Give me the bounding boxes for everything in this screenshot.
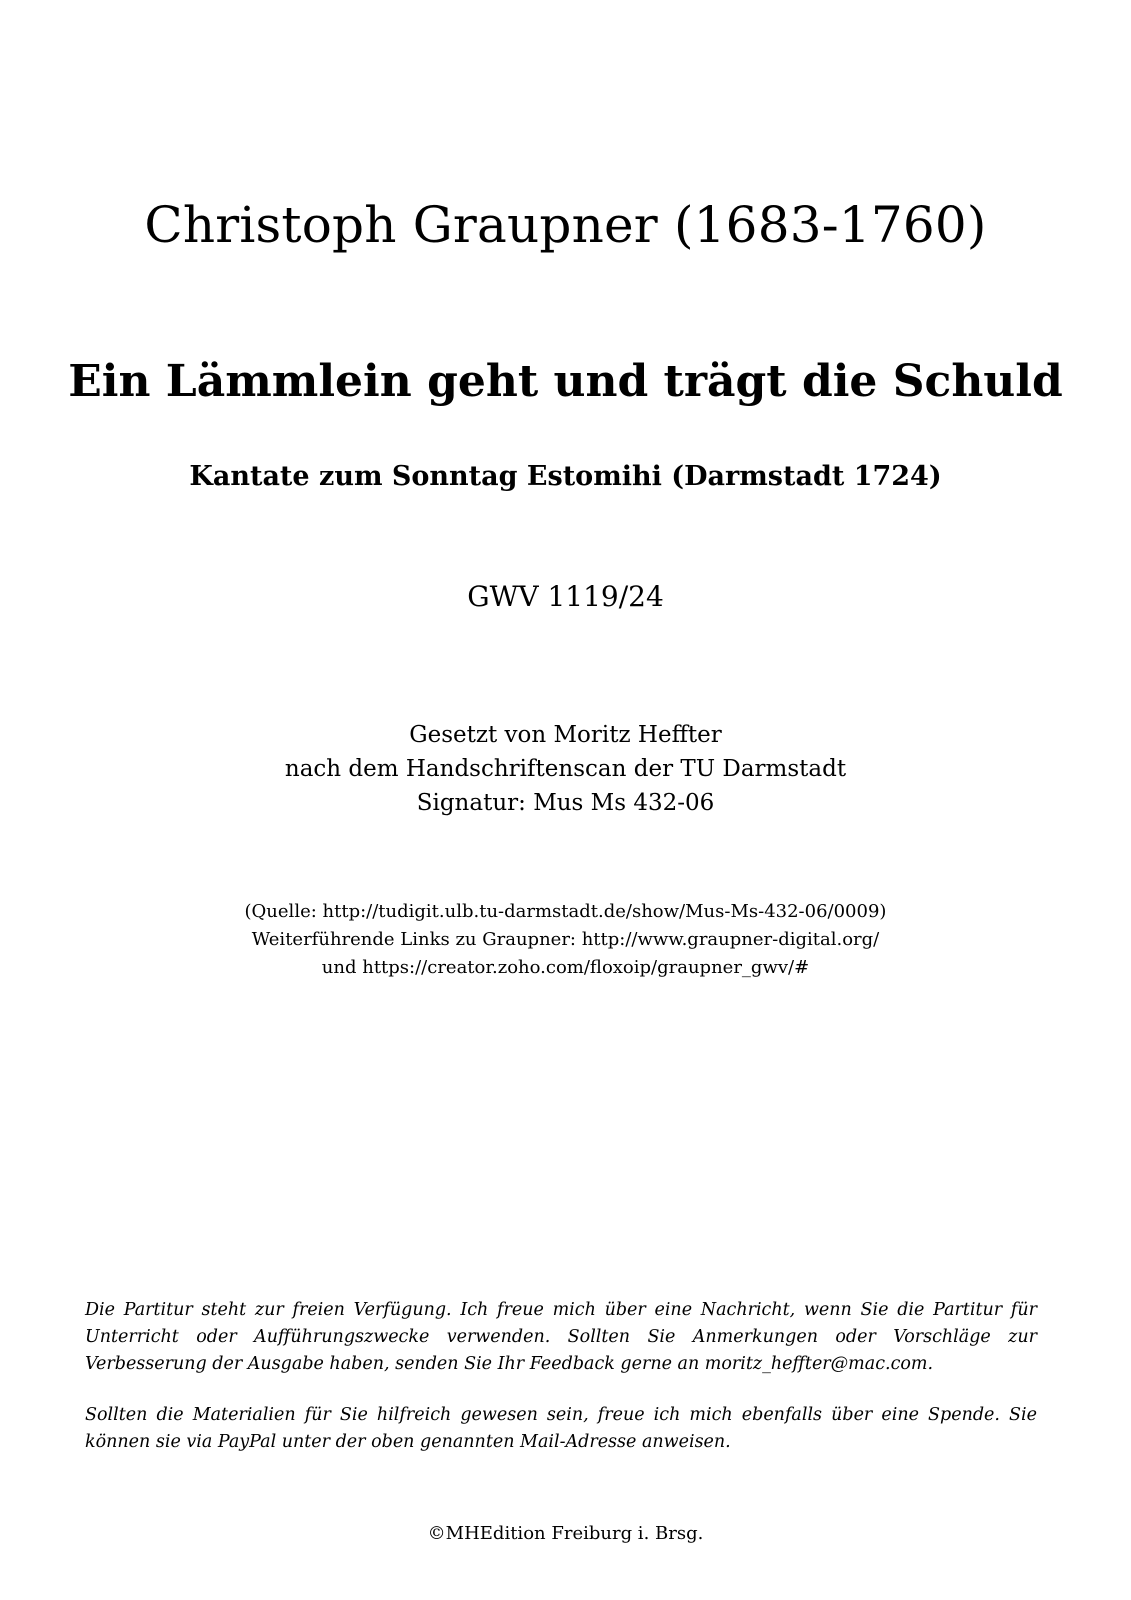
source-links	[0, 898, 1131, 982]
catalog-number: GWV 1119/24	[467, 580, 664, 613]
edition-credits	[0, 718, 1131, 820]
usage-notice: Die Partitur steht zur freien Verfügung. Ich freue mich über eine Nachricht, wenn Sie die Partitur für Unterricht oder Aufführungszwecke verwenden. Sollten Sie Anmerkungen oder Vorschläge zur Verbesserung der Ausgabe haben, senden Sie Ihr Feedback gerne an moritz_heffter@mac.com.	[85, 1300, 1037, 1374]
work-subtitle: Kantate zum Sonntag Estomihi (Darmstadt 1724)	[189, 461, 942, 492]
composer-name: Christoph Graupner (1683-1760)	[144, 196, 987, 254]
credits-line-editor: Gesetzt von Moritz Heffter	[409, 722, 722, 748]
credits-line-source-scan: nach dem Handschriftenscan der TU Darmstadt	[284, 756, 847, 782]
copyright-line: ©MHEdition Freiburg i. Brsg.	[427, 1523, 704, 1544]
source-link-graupner-digital[interactable]: Weiterführende Links zu Graupner: http://www.graupner-digital.org/	[251, 929, 880, 950]
donation-notice: Sollten die Materialien für Sie hilfreich gewesen sein, freue ich mich ebenfalls über eine Spende. Sie können sie via PayPal unter der oben genannten Mail-Adresse anweisen.	[85, 1405, 1037, 1452]
source-link-scan[interactable]: (Quelle: http://tudigit.ulb.tu-darmstadt.de/show/Mus-Ms-432-06/0009)	[244, 901, 887, 922]
credits-line-shelfmark: Signatur: Mus Ms 432-06	[416, 790, 715, 816]
source-link-gwv-database[interactable]: und https://creator.zoho.com/floxoip/graupner_gwv/#	[321, 957, 810, 978]
work-title: Ein Lämmlein geht und trägt die Schuld	[68, 356, 1063, 407]
